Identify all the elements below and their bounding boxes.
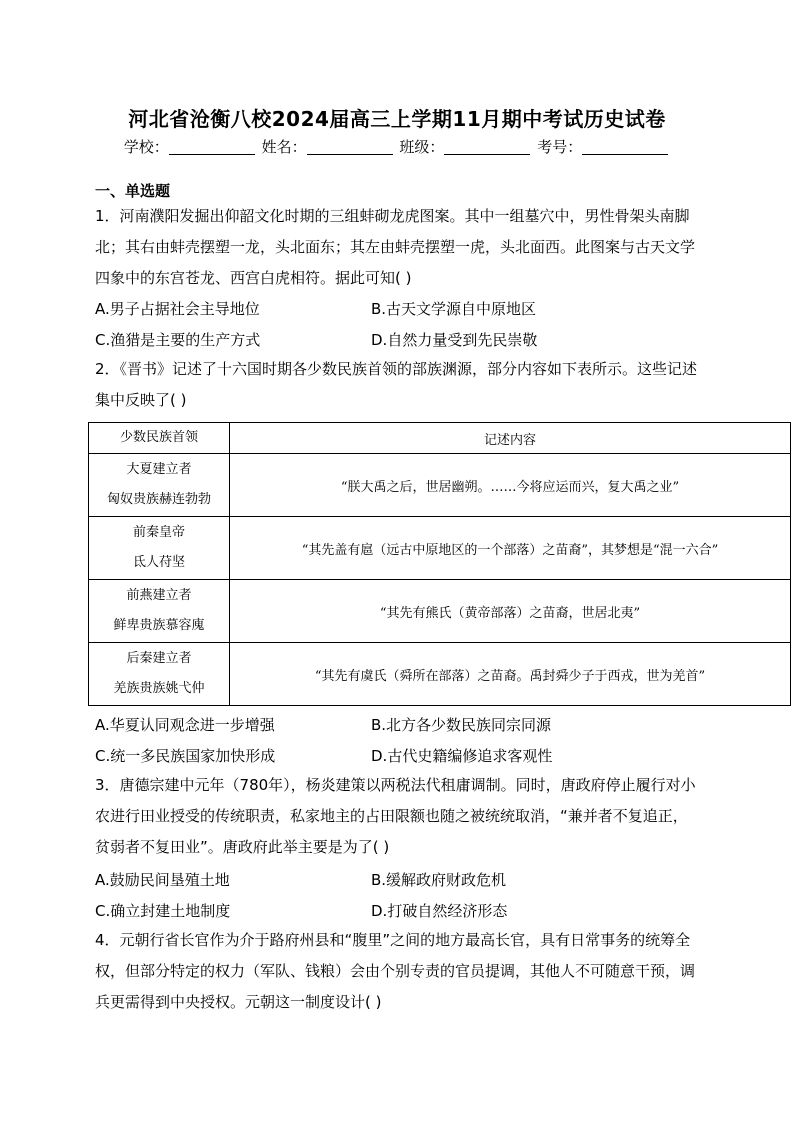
question-2-option-c[interactable]: C.统一多民族国家加快形成 <box>95 747 276 765</box>
question-1-option-c[interactable]: C.渔猎是主要的生产方式 <box>95 331 261 349</box>
table-cell-content: “其先有虞氏（舜所在部落）之苗裔。禹封舜少子于西戎，世为羌首” <box>230 643 791 706</box>
question-3-option-c[interactable]: C.确立封建土地制度 <box>95 902 231 920</box>
table-cell-content: “朕大禹之后，世居幽朔。……今将应运而兴，复大禹之业” <box>230 454 791 517</box>
class-label: 班级： <box>399 138 445 156</box>
question-2-option-a[interactable]: A.华夏认同观念进一步增强 <box>95 716 275 734</box>
exam-title: 河北省沧衡八校2024届高三上学期11月期中考试历史试卷 <box>128 107 666 131</box>
question-4-stem: 4．元朝行省长官作为介于路府州县和“腹里”之间的地方最高长官，具有日常事务的统筹全权，但部分特定的权力（军队、钱粮）会由个别专责的官员提调，其他人不可随意干预，调兵更需得到中央授权。元朝这一制度设计( ) <box>95 931 696 1011</box>
table-cell-content: “其先盖有扈（远古中原地区的一个部落）之苗裔”，其梦想是“混一六合” <box>230 517 791 580</box>
name-label: 姓名： <box>261 138 307 156</box>
table-cell-leader <box>89 454 230 517</box>
table-row <box>89 643 791 706</box>
student-info-line <box>0 136 794 157</box>
class-blank[interactable] <box>444 139 530 155</box>
school-blank[interactable] <box>169 139 255 155</box>
leader-title: 大夏建立者 <box>126 462 192 477</box>
leader-title: 后秦建立者 <box>126 651 192 666</box>
table-header-content: 记述内容 <box>230 423 791 454</box>
leader-title: 前燕建立者 <box>126 588 192 603</box>
leader-name: 羌族贵族姚弋仲 <box>113 681 205 696</box>
leader-name: 鲜卑贵族慕容廆 <box>113 618 205 633</box>
exam-number-label: 考号： <box>537 138 583 156</box>
table-cell-leader <box>89 580 230 643</box>
question-1-option-a[interactable]: A.男子占据社会主导地位 <box>95 300 260 318</box>
question-3-option-d[interactable]: D.打破自然经济形态 <box>371 902 508 920</box>
table-row <box>89 517 791 580</box>
question-3-option-a[interactable]: A.鼓励民间垦殖土地 <box>95 871 230 889</box>
table-header-row <box>89 423 791 454</box>
leader-title: 前秦皇帝 <box>132 525 185 540</box>
school-label: 学校： <box>123 138 169 156</box>
table-cell-content: “其先有熊氏（黄帝部落）之苗裔，世居北夷” <box>230 580 791 643</box>
question-2-option-b[interactable]: B.北方各少数民族同宗同源 <box>371 716 552 734</box>
question-1-option-b[interactable]: B.古天文学源自中原地区 <box>371 300 537 318</box>
table-row <box>89 454 791 517</box>
question-3-stem: 3．唐德宗建中元年（780年），杨炎建策以两税法代租庸调制。同时，唐政府停止履行对小农进行田业授受的传统职责，私家地主的占田限额也随之被统统取消，“兼并者不复追正，贫弱者不复田业”。唐政府此举主要是为了( ) <box>95 776 696 856</box>
section-heading: 一、单选题 <box>95 182 171 200</box>
question-3-option-b[interactable]: B.缓解政府财政危机 <box>371 871 507 889</box>
table-cell-leader <box>89 643 230 706</box>
question-1-stem: 1．河南濮阳发掘出仰韶文化时期的三组蚌砌龙虎图案。其中一组墓穴中，男性骨架头南脚北；其右由蚌壳摆塑一龙，头北面东；其左由蚌壳摆塑一虎，头北面西。此图案与古天文学四象中的东宫苍龙、西宫白虎相符。据此可知( ) <box>95 207 696 287</box>
leader-name: 匈奴贵族赫连勃勃 <box>106 492 211 507</box>
name-blank[interactable] <box>307 139 393 155</box>
table-cell-leader <box>89 517 230 580</box>
question-2-table <box>88 422 791 706</box>
exam-number-blank[interactable] <box>582 139 668 155</box>
question-2-option-d[interactable]: D.古代史籍编修追求客观性 <box>371 747 553 765</box>
question-2-stem: 2．《晋书》记述了十六国时期各少数民族首领的部族渊源，部分内容如下表所示。这些记述集中反映了( ) <box>95 360 698 409</box>
leader-name: 氐人苻坚 <box>132 555 185 570</box>
question-1-option-d[interactable]: D.自然力量受到先民崇敬 <box>371 331 538 349</box>
table-header-leader: 少数民族首领 <box>89 423 230 454</box>
table-row <box>89 580 791 643</box>
